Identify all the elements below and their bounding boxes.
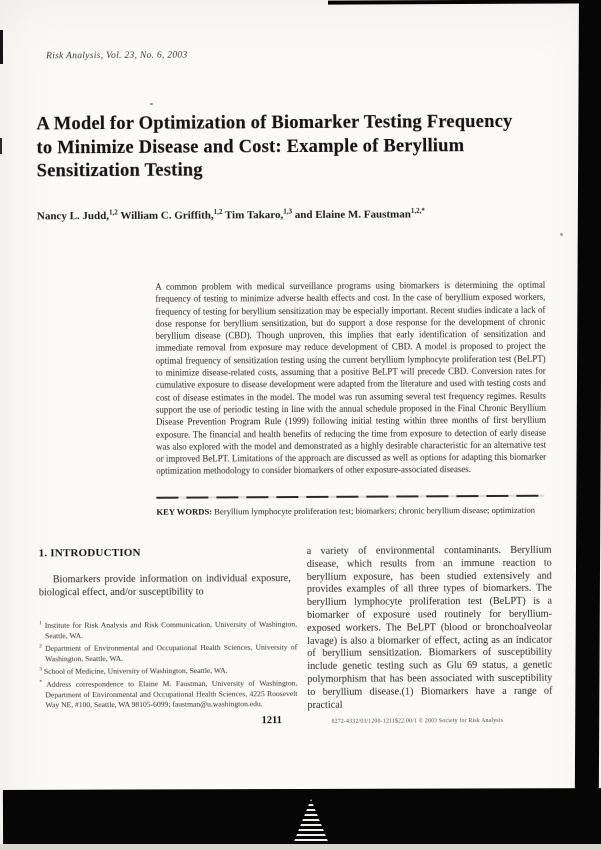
footnote-3-marker: 3 (39, 666, 43, 673)
paper-title-line-2: to Minimize Disease and Cost: Example of Beryllium (36, 135, 465, 158)
keywords-text: Beryllium lymphocyte proliferation test; biomarkers; chronic beryllium disease; optimization (212, 504, 536, 517)
author-4-affiliation-sup: 1,2,* (410, 206, 425, 215)
footnote-1 (39, 617, 297, 641)
scan-speck (150, 103, 153, 105)
paper-title-line-1: A Model for Optimization of Biomarker Testing Frequency (36, 111, 513, 135)
footnote-3-text: School of Medicine, University of Washington, Seattle, WA. (42, 666, 228, 677)
footnote-correspondence (39, 676, 297, 711)
footnote-2 (39, 640, 297, 664)
abstract-divider-rule (156, 495, 544, 499)
footnotes-block (39, 617, 297, 711)
authors-line (37, 206, 577, 222)
paper-title (36, 111, 576, 184)
keywords-block (156, 505, 546, 518)
author-4: and Elaine M. Faustman$^{1,2,*}$ (291, 206, 425, 221)
footnote-correspondence-marker: * (39, 679, 43, 686)
footnote-correspondence-text: Address correspondence to Elaine M. Faustman, University of Washington, Department of Environmental and Occupational Health Sciences, 4225 Roosevelt Way NE, #100, Seattle, WA 98105-6099; faustman@u.washington.edu. (42, 678, 298, 710)
introduction-left-column-text: Biomarkers provide information on individual exposure, biological effect, and/or susceptibility to (38, 573, 291, 599)
paper-title-line-3: Sensitization Testing (36, 160, 203, 182)
page-number: 1211 (261, 715, 282, 727)
scan-speck-2 (560, 233, 563, 236)
footnote-1-text: Institute for Risk Analysis and Risk Communication, University of Washington, Seattle, WA. (41, 619, 298, 641)
author-3: Tim Takaro,$^{1,3}$ (222, 207, 292, 222)
scan-edge-right (574, 0, 601, 850)
journal-header: Risk Analysis, Vol. 23, No. 6, 2003 (46, 50, 188, 62)
author-2-affiliation-sup: 1,2 (213, 207, 223, 216)
scan-left-edge-mark (0, 30, 3, 64)
author-2: William C. Griffith,$^{1,2}$ (117, 207, 223, 222)
scan-bottom-gray-strip (0, 844, 601, 850)
footnote-2-marker: 2 (39, 643, 42, 650)
author-3-affiliation-sup: 1,3 (283, 207, 292, 216)
copyright-line: 0272-4332/03/1200-1211$22.00/1 © 2003 Society for Risk Analysis (331, 717, 504, 725)
author-1: Nancy L. Judd,$^{1,2}$ (36, 207, 118, 223)
introduction-right-column-text: a variety of environmental contaminants. Beryllium disease, which results from an immune reaction to beryllium exposure, has been studied extensively and provides examples of all three types of biomarkers. The beryllium lymphocyte proliferation test (BeLPT) is a biomarker of exposure used routinely for beryllium-exposed workers. The BeLPT (blood or bronchoalveolar lavage) is also a biomarker of effect, acting as an indicator of beryllium sensitization. Biomarkers of susceptibility include genetic testing such as Glu 69 status, a genetic polymorphism that has been associated with susceptibility to beryllium disease.(1) Biomarkers have a range of practical (306, 544, 553, 711)
author-1-affiliation-sup: 1,2 (109, 207, 118, 216)
keywords-label: KEY WORDS: (156, 506, 213, 517)
footnote-2-text: Department of Environmental and Occupational Health Sciences, University of Washington, Seattle, WA. (41, 642, 298, 664)
abstract-paragraph: A common problem with medical surveillance programs using biomarkers is determining the optimal frequency of testing to minimize adverse health effects and cost. In the case of beryllium exposed workers, frequency of testing for beryllium sensitization may be especially important. Recent studies indicate a lack of dose response for beryllium sensitization, but do support a dose response for the development of chronic beryllium disease (CBD). Though unproven, this implies that early identification of sensitization and immediate removal from exposure may reduce development of CBD. A model is proposed to project the optimal frequency of sensitization testing using the current beryllium lymphocyte proliferation test (BeLPT) to minimize disease-related costs, assuming that a positive BeLPT will precede CBD. Conversion rates for cumulative exposure to disease development were adapted from the literature and used with testing costs and cost of disease estimates in the model. The model was run assuming several test frequency regimes. Results support the use of periodic testing in line with the annual schedule proposed in the Final Chronic Beryllium Disease Prevention Program Rule (1999) following initial testing within three months of first beryllium exposure. The financial and health benefits of reducing the time from exposure to detection of early disease was also explored with the model and demonstrated as a highly desirable characteristic for an alternative test or improved BeLPT. Limitations of the approach are discussed as well as options for adapting this biomarker optimization methodology to consider biomarkers of other exposure-associated diseases. (155, 279, 547, 477)
scan-left-edge-mark-2 (0, 138, 2, 154)
footnote-1-marker: 1 (39, 620, 42, 627)
section-heading-introduction: 1. INTRODUCTION (38, 546, 141, 560)
